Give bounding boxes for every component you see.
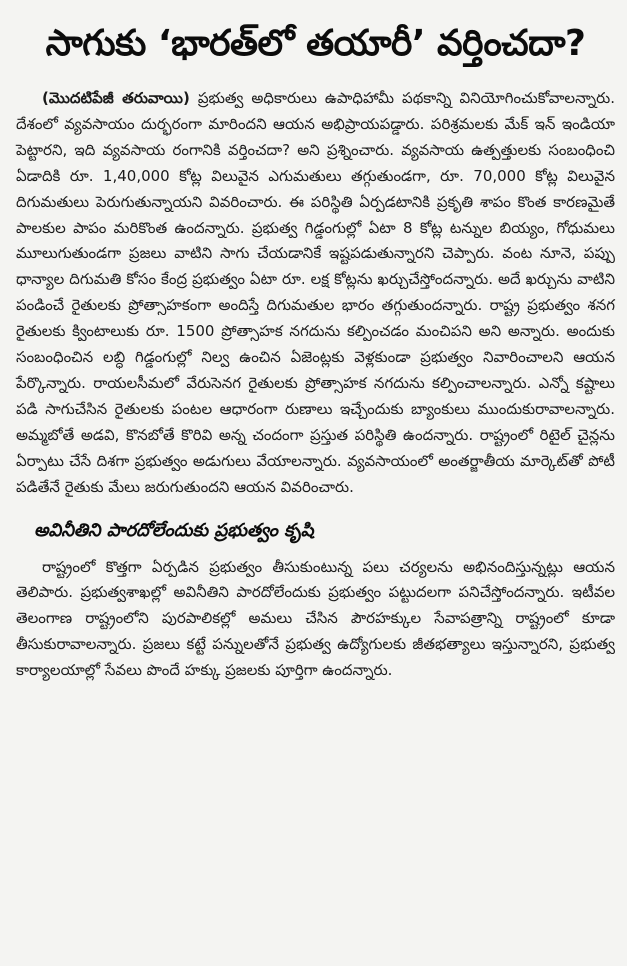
article-headline: సాగుకు ‘భారత్‌లో తయారీ’ వర్తించదా? xyxy=(45,23,586,64)
paragraph-1-text: ప్రభుత్వ అధికారులు ఉపాధిహామీ పథకాన్ని వినియోగించుకోవాలన్నారు. దేశంలో వ్యవసాయం దుర్భరంగా మారిందని ఆయన అభిప్రాయపడ్డారు. పరిశ్రమలకు మేక్ ఇన్ ఇండియా పెట్టారని, ఇది వ్యవసాయ రంగానికి వర్తించదా? అని ప్రశ్నించారు. వ్యవసాయ ఉత్పత్తులకు సంబంధించి ఏడాదికి రూ. 1,40,000 కోట్ల విలువైన ఎగుమతులు తగ్గుతుండగా, రూ. 70,000 కోట్ల విలువైన దిగుమతులు పెరుగుతున్నాయని వివరించారు. ఈ పరిస్థితి ఏర్పడటానికి ప్రకృతి శాపం కొంత కారణమైతే పాలకుల పాపం మరికొంత ఉందన్నారు. ప్రభుత్వ గిడ్డంగుల్లో ఏటా 8 కోట్ల టన్నుల బియ్యం, గోధుమలు మూలుగుతుండగా ప్రజలు వాటిని సాగు చేయడానికే ఇష్టపడుతున్నారని చెప్పారు. వంట నూనె, పప్పు ధాన్యాల దిగుమతి కోసం కేంద్ర ప్రభుత్వం ఏటా రూ. లక్ష కోట్లను ఖర్చుచేస్తోందన్నారు. అదే ఖర్చును వాటిని పండించే రైతులకు ప్రోత్సాహకంగా అందిస్తే దిగుమతుల భారం తగ్గుతుందన్నారు. రాష్ట్ర ప్రభుత్వం శనగ రైతులకు క్వింటాలుకు రూ. 1500 ప్రోత్సాహక నగదును కల్పించడం మంచిపని అని అన్నారు. అందుకు సంబంధించిన లబ్ధి గిడ్డంగుల్లో నిల్వ ఉంచిన ఏజెంట్లకు వెళ్లకుండా ప్రభుత్వం నివారించాలని ఆయన పేర్కొన్నారు. రాయలసీమలో వేరుసెనగ రైతులకు ప్రోత్సాహక నగదును కల్పించాలన్నారు. ఎన్నో కష్టాలు పడి సాగుచేసిన రైతులకు పంటల ఆధారంగా రుణాలు ఇచ్చేందుకు బ్యాంకులు ముందుకురావాలన్నారు. అమ్మబోతే అడవి, కొనబోతే కొరివి అన్న చందంగా ప్రస్తుత పరిస్థితి ఉందన్నారు. రాష్ట్రంలో రిటైల్ చైన్లను ఏర్పాటు చేసే దిశగా ప్రభుత్వం అడుగులు వేయాలన్నారు. వ్యవసాయంలో అంతర్జాతీయ మార్కెట్‌తో పోటీ పడితేనే రైతుకు మేలు జరుగుతుందని ఆయన వివరించారు. xyxy=(16,89,615,496)
article-paragraph-2: రాష్ట్రంలో కొత్తగా ఏర్పడిన ప్రభుత్వం తీసుకుంటున్న పలు చర్యలను అభినందిస్తున్నట్లు ఆయన తెలిపారు. ప్రభుత్వశాఖల్లో అవినీతిని పారదోలేందుకు ప్రభుత్వం పట్టుదలగా పనిచేస్తోందన్నారు. ఇటీవల తెలంగాణ రాష్ట్రంలోని పురపాలికల్లో అమలు చేసిన పౌరహక్కుల సేవాపత్రాన్ని రాష్ట్రంలో కూడా తీసుకురావాలన్నారు. ప్రజలు కట్టే పన్నులతోనే ప్రభుత్వ ఉద్యోగులకు జీతభత్యాలు ఇస్తున్నారని, ప్రభుత్వ కార్యాలయాల్లో సేవలు పొందే హక్కు ప్రజలకు పూర్తిగా ఉందన్నారు. xyxy=(16,557,615,680)
article-subheading: అవినీతిని పారదోలేందుకు ప్రభుత్వం కృషి xyxy=(34,519,314,541)
dateline: (మొదటిపేజీ తరువాయి) xyxy=(42,89,190,107)
article-paragraph-1 xyxy=(16,86,615,501)
